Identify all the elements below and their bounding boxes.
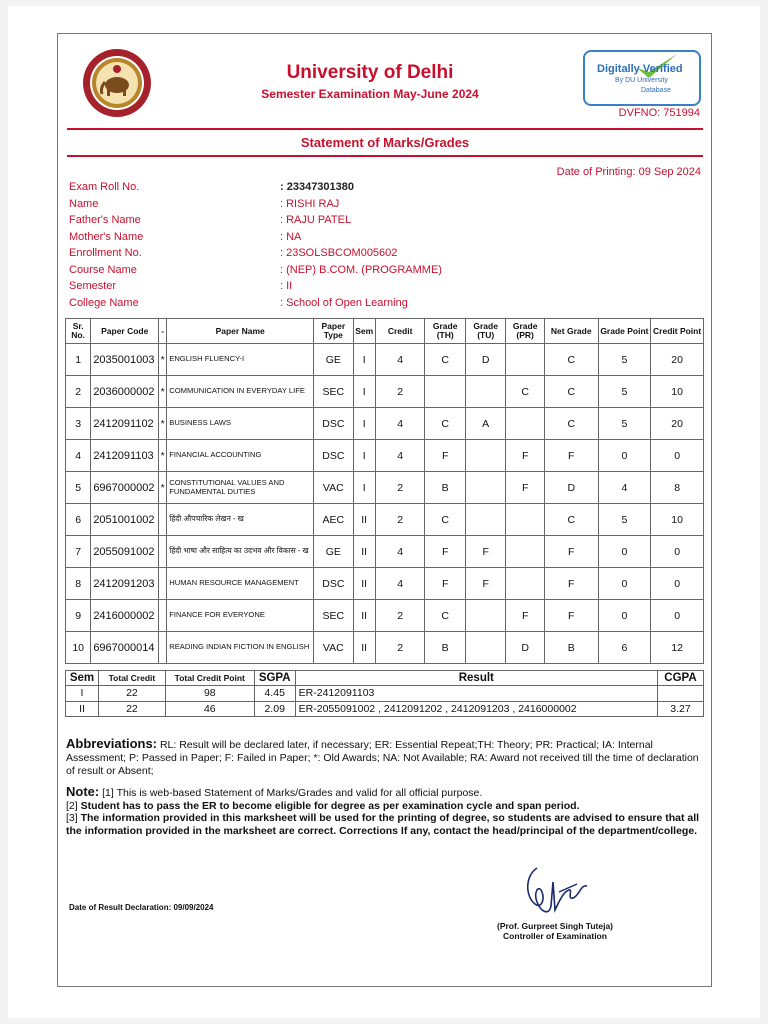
marks-column-header: Grade (TU): [465, 319, 506, 344]
cell-mark: *: [159, 440, 167, 472]
summary-row: [66, 701, 704, 717]
abbreviations: [66, 737, 702, 778]
marks-column-header: Net Grade: [544, 319, 598, 344]
cell-sem: I: [353, 344, 375, 376]
cell-cp: 20: [651, 408, 704, 440]
cell-cp: 0: [651, 536, 704, 568]
cell-name: COMMUNICATION IN EVERYDAY LIFE: [167, 376, 314, 408]
summary-result: ER-2412091103: [295, 686, 657, 702]
cell-credit: 2: [375, 504, 425, 536]
cell-sr: 2: [66, 376, 91, 408]
cell-pr: [506, 504, 544, 536]
cell-type: DSC: [314, 568, 353, 600]
cell-net: F: [544, 600, 598, 632]
detail-value: : School of Open Learning: [280, 296, 408, 309]
marks-column-header: Credit: [375, 319, 425, 344]
cell-gp: 5: [598, 504, 651, 536]
cell-type: AEC: [314, 504, 353, 536]
badge-line-3: Database: [641, 87, 671, 94]
cell-credit: 4: [375, 568, 425, 600]
digitally-verified-badge: [583, 50, 701, 106]
cell-gp: 6: [598, 632, 651, 664]
cell-name: CONSTITUTIONAL VALUES AND FUNDAMENTAL DUTIES: [167, 472, 314, 504]
detail-row: [69, 264, 699, 281]
student-details: [69, 181, 699, 313]
cell-pr: F: [506, 440, 544, 472]
cell-th: B: [425, 472, 466, 504]
cell-mark: [159, 504, 167, 536]
table-row: [66, 632, 704, 664]
marks-column-header: Paper Type: [314, 319, 353, 344]
cell-th: F: [425, 568, 466, 600]
cell-net: F: [544, 440, 598, 472]
cell-gp: 4: [598, 472, 651, 504]
cell-tu: F: [465, 568, 506, 600]
note-1-number: [1]: [102, 787, 114, 799]
table-row: [66, 440, 704, 472]
detail-row: [69, 231, 699, 248]
cell-gp: 0: [598, 536, 651, 568]
summary-sgpa: 4.45: [254, 686, 295, 702]
cell-code: 2412091203: [91, 568, 159, 600]
cell-type: GE: [314, 344, 353, 376]
detail-row: [69, 247, 699, 264]
marks-column-header: -: [159, 319, 167, 344]
badge-line-2: By DU University: [615, 77, 668, 84]
cell-sem: I: [353, 472, 375, 504]
signatory-designation: Controller of Examination: [503, 931, 607, 941]
cell-net: B: [544, 632, 598, 664]
cell-pr: F: [506, 600, 544, 632]
cell-mark: [159, 536, 167, 568]
cell-code: 2036000002: [91, 376, 159, 408]
detail-label: Mother's Name: [69, 230, 144, 243]
detail-value: : 23347301380: [280, 181, 355, 193]
cell-pr: F: [506, 472, 544, 504]
cell-code: 2412091102: [91, 408, 159, 440]
signatory-block: [470, 921, 640, 941]
cell-type: DSC: [314, 440, 353, 472]
note-3: The information provided in this marksheet will be used for the printing of degree, so students are advised to ensure that all the information provided in the marksheet are correct. Corrections If any, contact the head/principal of the department/college.: [66, 812, 700, 837]
cell-th: C: [425, 600, 466, 632]
cell-type: GE: [314, 536, 353, 568]
cell-tu: [465, 600, 506, 632]
cell-name: BUSINESS LAWS: [167, 408, 314, 440]
cell-tu: D: [465, 344, 506, 376]
cell-tu: A: [465, 408, 506, 440]
summary-credit: 22: [98, 701, 165, 717]
summary-column-header: Sem: [66, 671, 99, 686]
detail-value: : RAJU PATEL: [280, 214, 352, 226]
cell-th: C: [425, 408, 466, 440]
cell-pr: C: [506, 376, 544, 408]
note-heading: Note:: [66, 784, 100, 799]
marks-column-header: Grade (PR): [506, 319, 544, 344]
summary-cgpa: 3.27: [657, 701, 703, 717]
table-row: [66, 472, 704, 504]
cell-name: ENGLISH FLUENCY-I: [167, 344, 314, 376]
cell-cp: 8: [651, 472, 704, 504]
cell-credit: 2: [375, 472, 425, 504]
cell-tu: [465, 440, 506, 472]
cell-gp: 0: [598, 568, 651, 600]
cell-sem: II: [353, 632, 375, 664]
cell-sem: I: [353, 440, 375, 472]
cell-sem: II: [353, 568, 375, 600]
cell-pr: D: [506, 632, 544, 664]
printing-date: Date of Printing: 09 Sep 2024: [556, 166, 701, 178]
detail-row: [69, 280, 699, 297]
summary-column-header: Total Credit: [98, 671, 165, 686]
cell-name: हिंदी भाषा और साहित्य का उदभव और विकास - ख: [167, 536, 314, 568]
controller-signature: [515, 862, 595, 920]
cell-net: C: [544, 344, 598, 376]
note-2-number: [2]: [66, 799, 78, 812]
cell-th: [425, 376, 466, 408]
detail-row: [69, 297, 699, 314]
table-row: [66, 536, 704, 568]
cell-mark: *: [159, 344, 167, 376]
cell-gp: 5: [598, 408, 651, 440]
detail-label: Course Name: [69, 263, 137, 276]
cell-code: 2051001002: [91, 504, 159, 536]
cell-tu: [465, 504, 506, 536]
cell-cp: 20: [651, 344, 704, 376]
cell-credit: 4: [375, 536, 425, 568]
cell-net: C: [544, 376, 598, 408]
marks-header-row: [66, 319, 704, 344]
cell-cp: 10: [651, 504, 704, 536]
table-row: [66, 408, 704, 440]
university-seal-logo: [78, 48, 156, 118]
cell-th: C: [425, 344, 466, 376]
cell-mark: [159, 568, 167, 600]
cell-th: F: [425, 440, 466, 472]
cell-cp: 12: [651, 632, 704, 664]
detail-value: : II: [280, 280, 293, 292]
cell-name: HUMAN RESOURCE MANAGEMENT: [167, 568, 314, 600]
cell-name: हिंदी औपचारिक लेखन - ख: [167, 504, 314, 536]
table-row: [66, 504, 704, 536]
cell-mark: [159, 600, 167, 632]
cell-sem: I: [353, 408, 375, 440]
cell-sem: II: [353, 504, 375, 536]
abbreviations-text: RL: Result will be declared later, if necessary; ER: Essential Repeat;TH: Theory; PR: Practical; IA: Internal Assessment; P: Passed in Paper; F: Failed in Paper; *: Old Awards; NA: Not Available; RA: Award not received till the time of declaration of result or Absent;: [66, 739, 699, 777]
cell-gp: 5: [598, 376, 651, 408]
cell-code: 2412091103: [91, 440, 159, 472]
summary-column-header: Total Credit Point: [165, 671, 254, 686]
abbreviations-heading: Abbreviations:: [66, 736, 158, 751]
marks-column-header: Paper Code: [91, 319, 159, 344]
cell-sem: II: [353, 600, 375, 632]
cell-th: C: [425, 504, 466, 536]
cell-code: 6967000014: [91, 632, 159, 664]
marks-column-header: Grade Point: [598, 319, 651, 344]
marks-column-header: Grade (TH): [425, 319, 466, 344]
detail-value: : RISHI RAJ: [280, 197, 340, 210]
cell-cp: 0: [651, 600, 704, 632]
cell-tu: [465, 632, 506, 664]
detail-row: [69, 214, 699, 231]
cell-gp: 5: [598, 344, 651, 376]
cell-cp: 0: [651, 568, 704, 600]
cell-pr: [506, 536, 544, 568]
cell-th: B: [425, 632, 466, 664]
cell-tu: [465, 376, 506, 408]
detail-row: [69, 198, 699, 215]
top-divider: [67, 128, 703, 130]
summary-column-header: SGPA: [254, 671, 295, 686]
detail-value: : 23SOLSBCOM005602: [280, 247, 398, 259]
cell-sem: I: [353, 376, 375, 408]
cell-credit: 4: [375, 344, 425, 376]
signatory-name: (Prof. Gurpreet Singh Tuteja): [496, 921, 613, 931]
cell-credit: 2: [375, 600, 425, 632]
detail-value: : NA: [280, 230, 302, 243]
cell-th: F: [425, 536, 466, 568]
summary-credit: 22: [98, 686, 165, 702]
cell-mark: *: [159, 472, 167, 504]
cell-sem: II: [353, 536, 375, 568]
cell-mark: *: [159, 376, 167, 408]
detail-label: Enrollment No.: [69, 247, 142, 259]
statement-title: Statement of Marks/Grades: [300, 135, 470, 150]
cell-net: F: [544, 536, 598, 568]
cell-code: 2416000002: [91, 600, 159, 632]
summary-sem: I: [66, 686, 99, 702]
cell-code: 6967000002: [91, 472, 159, 504]
cell-name: FINANCE FOR EVERYONE: [167, 600, 314, 632]
table-row: [66, 344, 704, 376]
dvfno: DVFNO: 751994: [618, 107, 700, 119]
detail-label: College Name: [69, 296, 139, 309]
cell-mark: [159, 632, 167, 664]
result-declaration-date: Date of Result Declaration: 09/09/2024: [69, 903, 214, 912]
cell-credit: 4: [375, 440, 425, 472]
cell-code: 2035001003: [91, 344, 159, 376]
table-row: [66, 600, 704, 632]
table-row: [66, 568, 704, 600]
cell-sr: 4: [66, 440, 91, 472]
cell-cp: 10: [651, 376, 704, 408]
cell-sr: 1: [66, 344, 91, 376]
cell-pr: [506, 568, 544, 600]
cell-sr: 6: [66, 504, 91, 536]
cell-tu: F: [465, 536, 506, 568]
cell-credit: 2: [375, 376, 425, 408]
summary-column-header: CGPA: [657, 671, 703, 686]
cell-mark: *: [159, 408, 167, 440]
cell-net: C: [544, 504, 598, 536]
detail-value: : (NEP) B.COM. (PROGRAMME): [280, 263, 442, 276]
detail-label: Semester: [69, 280, 117, 292]
marks-column-header: Paper Name: [167, 319, 314, 344]
cell-net: D: [544, 472, 598, 504]
university-name: University of Delhi: [286, 62, 454, 83]
cell-pr: [506, 408, 544, 440]
cell-cp: 0: [651, 440, 704, 472]
cell-sr: 3: [66, 408, 91, 440]
cell-tu: [465, 472, 506, 504]
cell-gp: 0: [598, 600, 651, 632]
marks-table: [65, 318, 704, 664]
detail-label: Father's Name: [69, 214, 141, 226]
note-3-number: [3]: [66, 812, 78, 824]
summary-cp: 98: [165, 686, 254, 702]
cell-pr: [506, 344, 544, 376]
detail-row: [69, 181, 699, 198]
cell-sr: 5: [66, 472, 91, 504]
cell-sr: 10: [66, 632, 91, 664]
detail-label: Exam Roll No.: [69, 181, 140, 193]
summary-cp: 46: [165, 701, 254, 717]
cell-type: SEC: [314, 376, 353, 408]
cell-name: FINANCIAL ACCOUNTING: [167, 440, 314, 472]
summary-result: ER-2055091002 , 2412091202 , 2412091203 , 2416000002: [295, 701, 657, 717]
summary-table: [65, 670, 704, 717]
cell-name: READING INDIAN FICTION IN ENGLISH: [167, 632, 314, 664]
summary-header-row: [66, 671, 704, 686]
note-2: Student has to pass the ER to become eligible for degree as per examination cycle and span period.: [80, 799, 580, 812]
cell-gp: 0: [598, 440, 651, 472]
notes: [66, 786, 702, 837]
cell-sr: 9: [66, 600, 91, 632]
summary-cgpa: [657, 686, 703, 702]
cell-type: VAC: [314, 632, 353, 664]
cell-type: DSC: [314, 408, 353, 440]
cell-sr: 8: [66, 568, 91, 600]
summary-sem: II: [66, 701, 99, 717]
cell-credit: 2: [375, 632, 425, 664]
badge-line-1: Digitally Verified: [597, 63, 683, 75]
marks-column-header: Sem: [353, 319, 375, 344]
marks-column-header: Credit Point: [651, 319, 704, 344]
marks-column-header: Sr. No.: [66, 319, 91, 344]
table-row: [66, 376, 704, 408]
cell-credit: 4: [375, 408, 425, 440]
summary-row: [66, 686, 704, 702]
note-1: This is web-based Statement of Marks/Grades and valid for all official purpose.: [116, 787, 483, 799]
exam-session: Semester Examination May-June 2024: [261, 87, 479, 101]
cell-sr: 7: [66, 536, 91, 568]
cell-net: C: [544, 408, 598, 440]
bottom-divider: [67, 155, 703, 157]
detail-label: Name: [69, 197, 99, 210]
summary-sgpa: 2.09: [254, 701, 295, 717]
summary-column-header: Result: [295, 671, 657, 686]
cell-type: VAC: [314, 472, 353, 504]
cell-code: 2055091002: [91, 536, 159, 568]
cell-net: F: [544, 568, 598, 600]
cell-type: SEC: [314, 600, 353, 632]
